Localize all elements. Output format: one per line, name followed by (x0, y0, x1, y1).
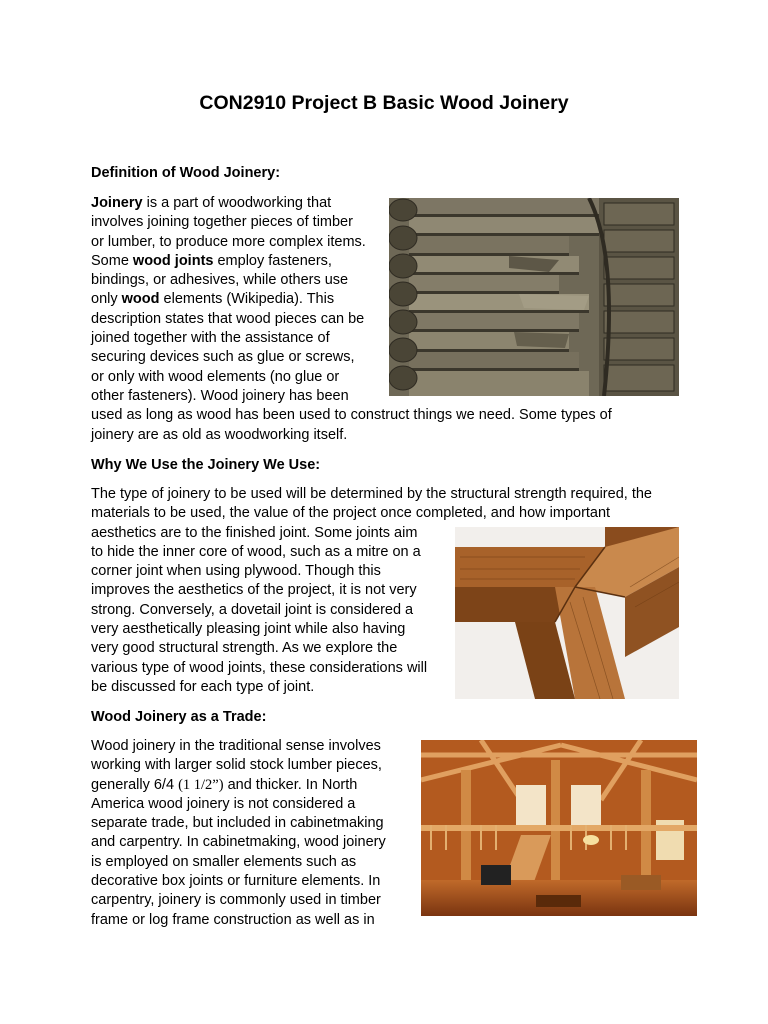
page-title: CON2910 Project B Basic Wood Joinery (199, 92, 569, 114)
trade-paragraph: Wood joinery in the traditional sense involves working with larger solid stock lumber pieces, generally 6/4 (1 1/2”) and thicker. In North America wood joinery is not considered a separate trade, but included in cabinetmaking and carpentry. In cabinetmaking, wood joinery is employed on smaller elements such as decorative box joints or furniture elements. In carpentry, joinery is commonly used in timber frame or log frame construction as well as in (91, 738, 386, 928)
term-joinery: Joinery (91, 195, 143, 211)
why-heading: Why We Use the Joinery We Use: (91, 457, 321, 473)
trade-heading: Wood Joinery as a Trade: (91, 709, 267, 725)
log-corner-joint-photo (389, 198, 679, 396)
definition-heading: Definition of Wood Joinery: (91, 165, 281, 181)
timber-frame-interior-photo (421, 740, 697, 916)
mitre-joint-photo (455, 527, 679, 699)
definition-paragraph: Joinery is a part of woodworking that involves joining together pieces of timber or lumber, to produce more complex items. Some wood joints employ fasteners, bindings, or adhesives, while others use only wood elements (Wikipedia). This description states that wood pieces can be joined together with the assistance of securing devices such as glue or screws, or only with wood elements (no glue or other fasteners). Wood joinery has been used as long as wood has been used to construct things we need. Some types of joinery are as old as woodworking itself. (91, 195, 612, 443)
term-wood-joints: wood joints (132, 252, 214, 269)
term-wood: wood (121, 291, 160, 308)
why-paragraph: The type of joinery to be used will be determined by the structural strength required, the materials to be used, the value of the project once completed, and how important aesthetics are to the finished joint. Some joints aim to hide the inner core of wood, such as a mitre on a corner joint when using plywood. Though this improves the aesthetics of the project, it is not very strong. Conversely, a dovetail joint is considered a very aesthetically pleasing joint while also having very good structural strength. As we explore the various type of wood joints, these considerations will be discussed for each type of joint. (91, 486, 652, 695)
